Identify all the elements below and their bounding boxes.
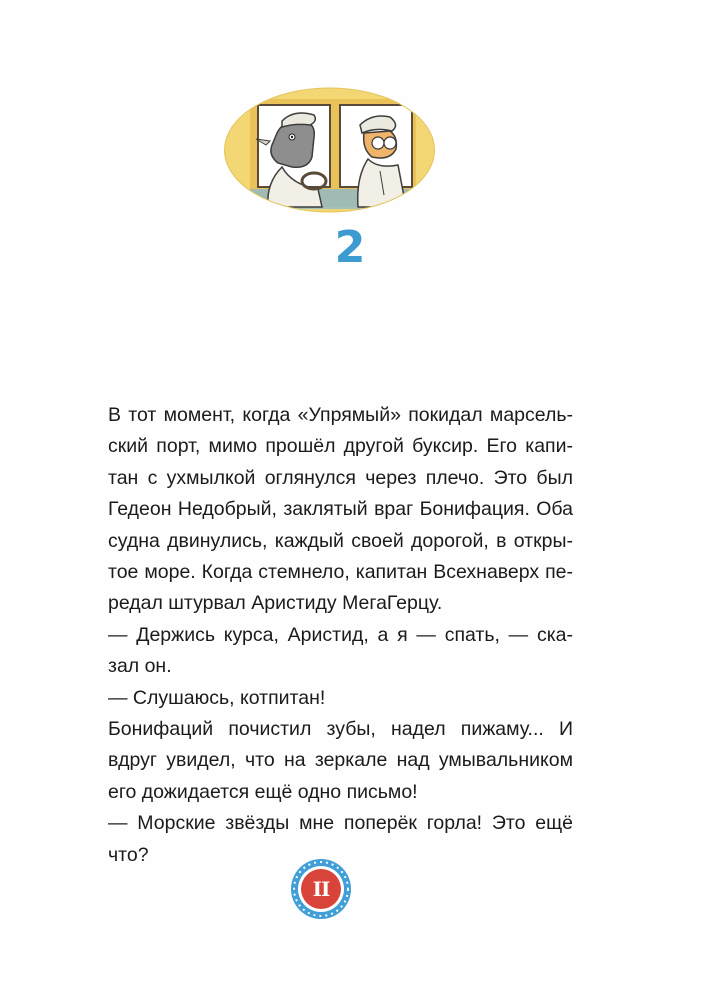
chapter-text [108,400,573,871]
paragraph: Бонифаций почистил зубы, надел пижаму... И вдруг увидел, что на зеркале над умывальником его дожидается ещё одно письмо! [108,718,573,803]
page-number-badge [290,858,352,920]
chapter-illustration [222,85,437,215]
page-number: II [312,877,330,901]
paragraph: — Морские звёзды мне поперёк горла! Это ещё что? [108,812,573,866]
paragraph: В тот момент, когда «Упрямый» покидал марсель-ский порт, мимо прошёл другой буксир. Его капи-тан с ухмылкой оглянулся через плечо. Это был Гедеон Недобрый, заклятый враг Бонифация. Оба судна двинулись, каждый своей дорогой, в откры-тое море. Когда стемнело, капитан Всехнаверх пе-редал штурвал Аристиду МегаГерцу. [108,404,573,615]
paragraph: — Держись курса, Аристид, а я — спать, — ска-зал он. [108,623,573,678]
paragraph: — Слушаюсь, котпитан! [108,686,326,709]
chapter-number: 2 [334,222,367,273]
